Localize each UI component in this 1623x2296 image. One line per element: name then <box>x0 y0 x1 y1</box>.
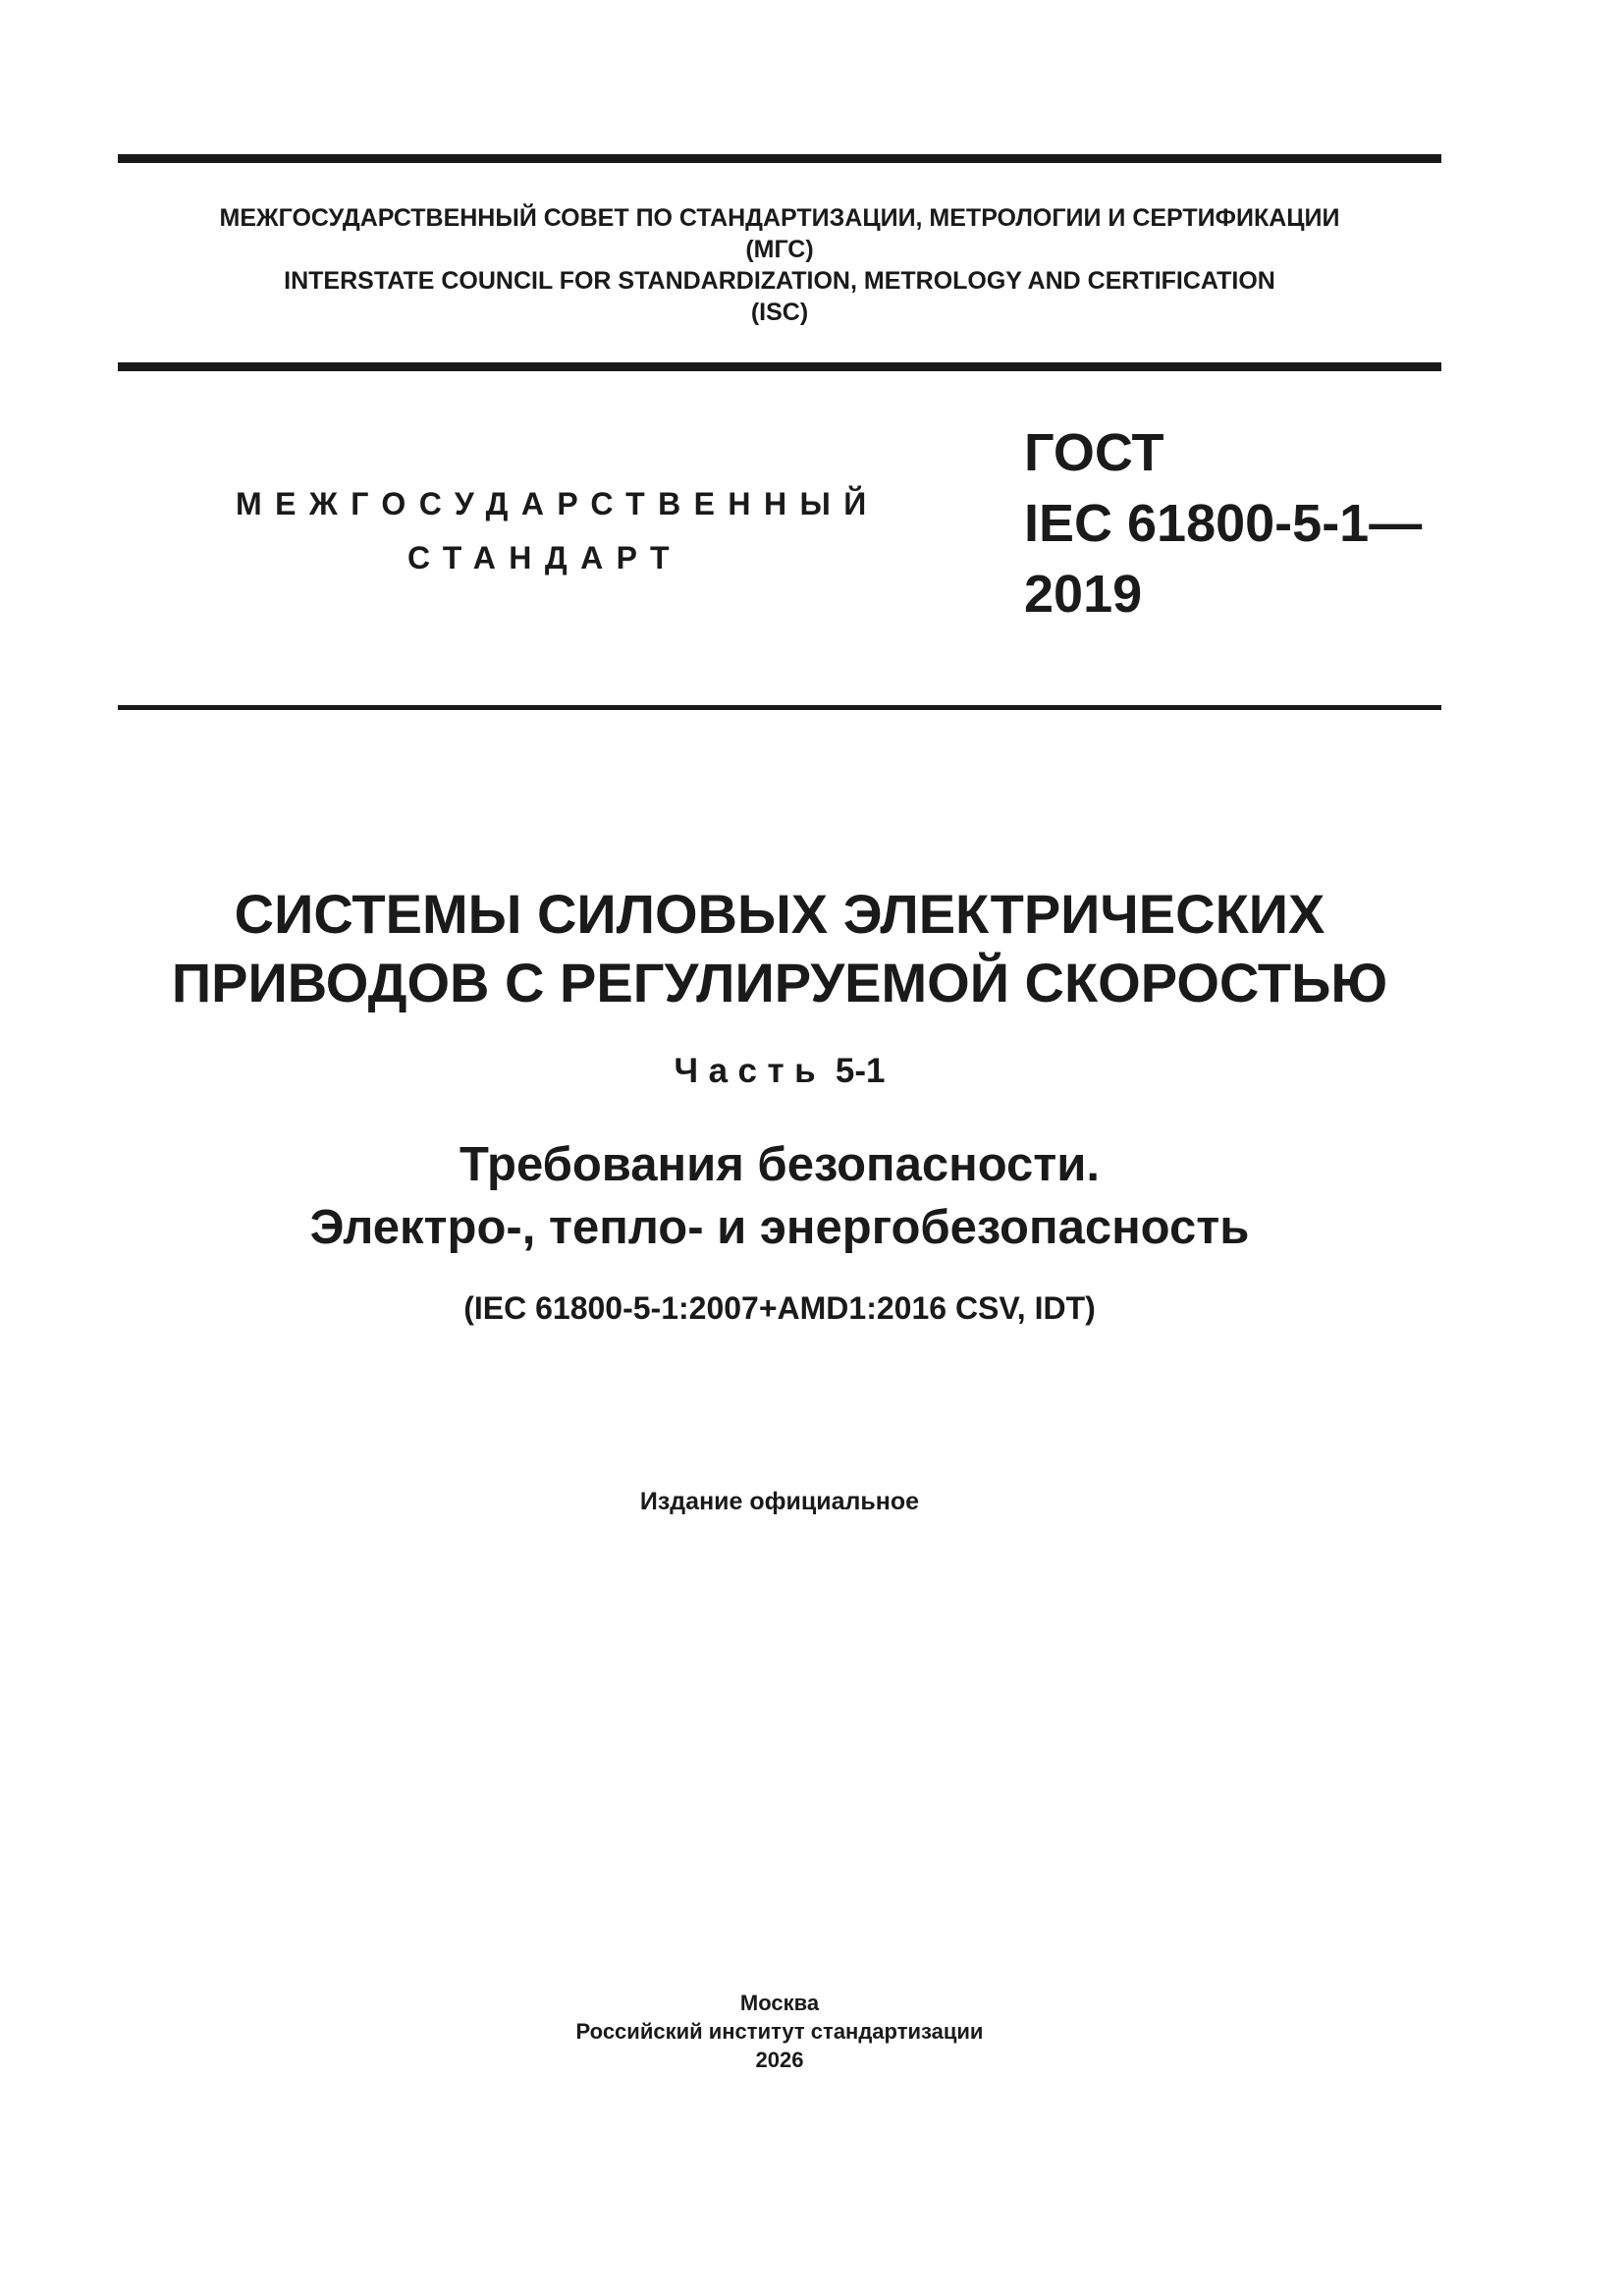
standard-type <box>236 477 880 585</box>
subtitle-line1: Требования безопасности. <box>459 1138 1100 1191</box>
council-bottom-rule <box>118 362 1441 371</box>
council-abbr-ru: (МГС) <box>745 236 814 263</box>
title-line2: ПРИВОДОВ С РЕГУЛИРУЕМОЙ СКОРОСТЬЮ <box>171 952 1388 1013</box>
designation-bottom-rule <box>118 705 1441 710</box>
publisher-imprint <box>118 1989 1441 2074</box>
designation-gost: ГОСТ <box>1024 423 1164 482</box>
standard-designation <box>1024 417 1422 629</box>
standard-type-line1: МЕЖГОСУДАРСТВЕННЫЙ <box>236 486 880 521</box>
council-name-ru: МЕЖГОСУДАРСТВЕННЫЙ СОВЕТ ПО СТАНДАРТИЗАЦИИ, МЕТРОЛОГИИ И СЕРТИФИКАЦИИ <box>219 204 1340 232</box>
designation-year: 2019 <box>1024 565 1143 624</box>
imprint-city: Москва <box>739 1991 820 2015</box>
imprint-publisher: Российский институт стандартизации <box>575 2019 984 2044</box>
iec-reference: (IEC 61800-5-1:2007+AMD1:2016 CSV, IDT) <box>463 1290 1096 1326</box>
subtitle-line2: Электро-, тепло- и энергобезопасность <box>309 1201 1250 1254</box>
part-word: Часть <box>674 1052 827 1090</box>
document-title <box>118 880 1441 1017</box>
document-subtitle <box>118 1133 1441 1259</box>
part-number: 5-1 <box>835 1052 886 1090</box>
part-label <box>118 1047 1441 1096</box>
imprint-year: 2026 <box>755 2048 804 2072</box>
title-line1: СИСТЕМЫ СИЛОВЫХ ЭЛЕКТРИЧЕСКИХ <box>234 883 1325 945</box>
council-header <box>118 202 1441 328</box>
council-name-en: INTERSTATE COUNCIL FOR STANDARDIZATION, METROLOGY AND CERTIFICATION <box>284 267 1275 295</box>
council-abbr-en: (ISC) <box>750 299 809 326</box>
standard-type-line2: СТАНДАРТ <box>407 540 682 575</box>
top-rule <box>118 154 1441 163</box>
designation-number: IEC 61800-5-1— <box>1024 494 1423 553</box>
edition-note: Издание официальное <box>639 1488 920 1515</box>
